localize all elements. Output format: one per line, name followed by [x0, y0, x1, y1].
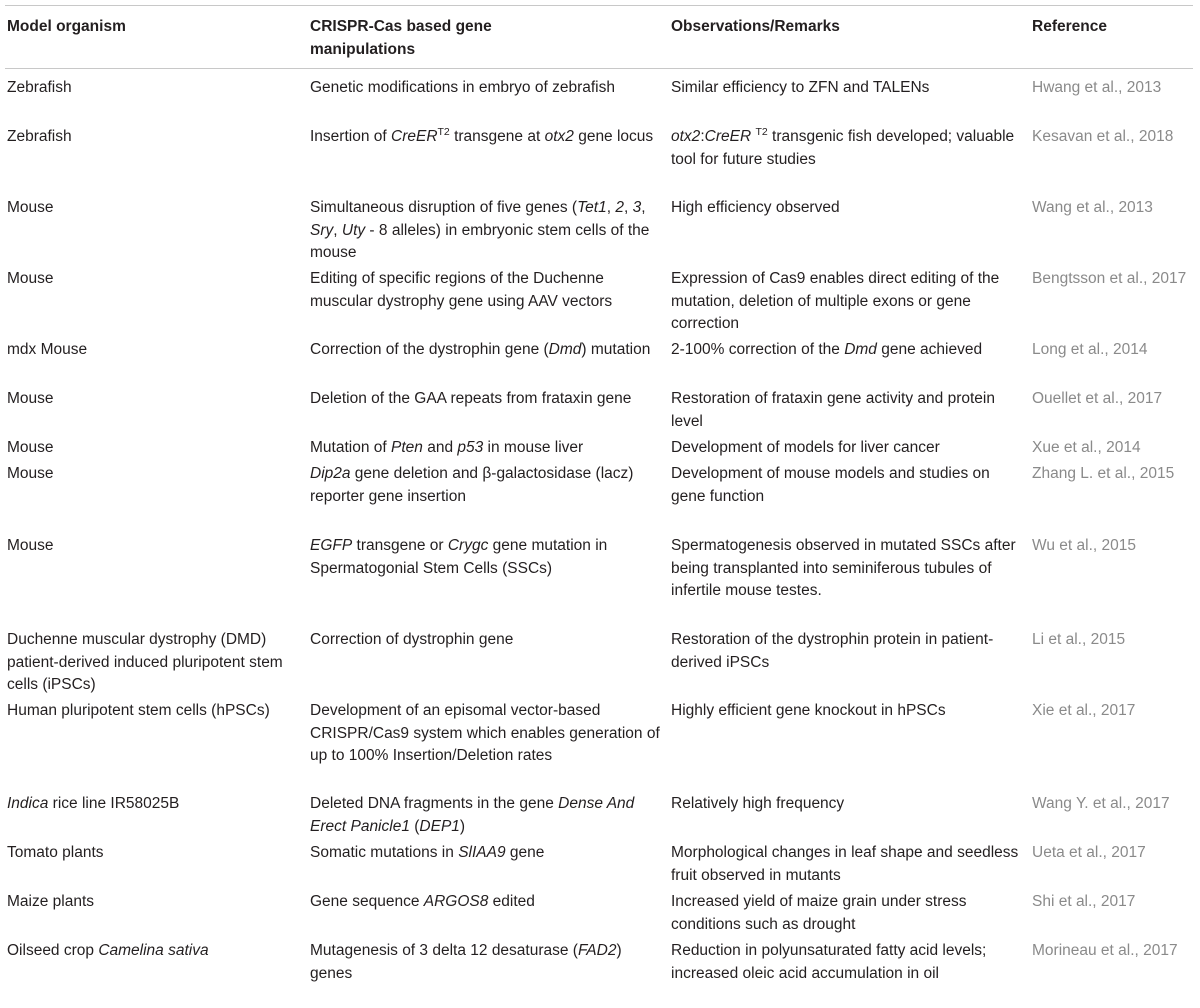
table-cell-reference: Xie et al., 2017: [1032, 702, 1136, 719]
table-cell-manipulation: Mutation of Pten and p53 in mouse liver: [310, 439, 584, 456]
table-cell-observations: Spermatogenesis observed in mutated SSCs after being transplanted into seminiferous tubules of infertile mouse testes.: [671, 537, 1016, 599]
table-cell-organism: Mouse: [7, 439, 54, 456]
table-cell-manipulation: Genetic modifications in embryo of zebrafish: [310, 79, 615, 96]
table-cell-observations: Development of mouse models and studies on gene function: [671, 465, 990, 505]
table-cell-organism: Oilseed crop Camelina sativa: [7, 942, 209, 959]
table-cell-manipulation: Somatic mutations in SlIAA9 gene: [310, 844, 545, 861]
table-cell-organism: mdx Mouse: [7, 341, 88, 358]
table-cell-observations: 2-100% correction of the Dmd gene achieved: [671, 341, 983, 358]
table-cell-manipulation: Gene sequence ARGOS8 edited: [310, 893, 535, 910]
table-cell-reference: Zhang L. et al., 2015: [1032, 465, 1175, 482]
table-cell-organism: Zebrafish: [7, 128, 72, 145]
table-cell-organism: Tomato plants: [7, 844, 104, 861]
table-cell-reference: Xue et al., 2014: [1032, 439, 1141, 456]
table-cell-manipulation: Development of an episomal vector-based CRISPR/Cas9 system which enables generation of up to 100% Insertion/Deletion rates: [310, 702, 660, 764]
table-cell-organism: Zebrafish: [7, 79, 72, 96]
table-cell-organism: Mouse: [7, 390, 54, 407]
table-cell-manipulation: Simultaneous disruption of five genes (Tet1, 2, 3, Sry, Uty - 8 alleles) in embryonic stem cells of the mouse: [310, 199, 650, 261]
table-cell-organism: Indica rice line IR58025B: [7, 795, 180, 812]
header-manipulation: CRISPR-Cas based gene manipulations: [310, 18, 492, 58]
table-cell-manipulation: Editing of specific regions of the Duchenne muscular dystrophy gene using AAV vectors: [310, 270, 613, 310]
header-organism: Model organism: [7, 18, 126, 35]
table-cell-reference: Hwang et al., 2013: [1032, 79, 1162, 96]
table-cell-observations: Relatively high frequency: [671, 795, 845, 812]
table-cell-observations: Increased yield of maize grain under stress conditions such as drought: [671, 893, 967, 933]
table-cell-reference: Wu et al., 2015: [1032, 537, 1136, 554]
table-cell-manipulation: Insertion of CreER$^{T2}$ transgene at otx2 gene locus: [310, 125, 654, 145]
table-cell-reference: Ouellet et al., 2017: [1032, 390, 1163, 407]
table-cell-organism: Maize plants: [7, 893, 95, 910]
table-cell-observations: Development of models for liver cancer: [671, 439, 940, 456]
table-cell-organism: Mouse: [7, 465, 54, 482]
table-cell-reference: Bengtsson et al., 2017: [1032, 270, 1187, 287]
table-cell-organism: Human pluripotent stem cells (hPSCs): [7, 702, 270, 719]
header-observations: Observations/Remarks: [671, 18, 840, 35]
table-cell-organism: Mouse: [7, 199, 54, 216]
table-cell-manipulation: Mutagenesis of 3 delta 12 desaturase (FAD2) genes: [310, 942, 622, 982]
table-cell-manipulation: Dip2a gene deletion and β-galactosidase (lacz) reporter gene insertion: [310, 465, 634, 505]
table-cell-reference: Long et al., 2014: [1032, 341, 1148, 358]
table-cell-observations: Expression of Cas9 enables direct editing of the mutation, deletion of multiple exons or gene correction: [671, 270, 1000, 332]
table-cell-observations: Restoration of frataxin gene activity and protein level: [671, 390, 995, 430]
table-cell-organism: Mouse: [7, 537, 54, 554]
table-cell-organism: Mouse: [7, 270, 54, 287]
table-cell-manipulation: EGFP transgene or Crygc gene mutation in Spermatogonial Stem Cells (SSCs): [310, 537, 608, 577]
table-header-rule: [5, 68, 1193, 69]
table-cell-reference: Shi et al., 2017: [1032, 893, 1136, 910]
table-cell-reference: Wang et al., 2013: [1032, 199, 1153, 216]
table-cell-observations: Highly efficient gene knockout in hPSCs: [671, 702, 946, 719]
table-top-rule: [5, 5, 1193, 6]
table-cell-reference: Kesavan et al., 2018: [1032, 128, 1174, 145]
header-reference: Reference: [1032, 18, 1107, 35]
table-cell-observations: Similar efficiency to ZFN and TALENs: [671, 79, 930, 96]
table-cell-observations: Reduction in polyunsaturated fatty acid levels; increased oleic acid accumulation in oil: [671, 942, 987, 982]
table-cell-organism: Duchenne muscular dystrophy (DMD) patient-derived induced pluripotent stem cells (iPSCs): [7, 631, 283, 693]
table-cell-observations: otx2:CreER $^{T2}$ transgenic fish developed; valuable tool for future studies: [671, 125, 1015, 168]
table-cell-manipulation: Correction of dystrophin gene: [310, 631, 514, 648]
table-cell-observations: Morphological changes in leaf shape and seedless fruit observed in mutants: [671, 844, 1019, 884]
table-cell-manipulation: Correction of the dystrophin gene (Dmd) mutation: [310, 341, 651, 358]
table-cell-manipulation: Deleted DNA fragments in the gene Dense And Erect Panicle1 (DEP1): [310, 795, 635, 835]
table-cell-reference: Li et al., 2015: [1032, 631, 1126, 648]
table-cell-observations: Restoration of the dystrophin protein in patient-derived iPSCs: [671, 631, 994, 671]
table-cell-reference: Wang Y. et al., 2017: [1032, 795, 1170, 812]
table-cell-observations: High efficiency observed: [671, 199, 840, 216]
table-cell-reference: Ueta et al., 2017: [1032, 844, 1146, 861]
table-cell-manipulation: Deletion of the GAA repeats from frataxin gene: [310, 390, 632, 407]
table-cell-reference: Morineau et al., 2017: [1032, 942, 1178, 959]
